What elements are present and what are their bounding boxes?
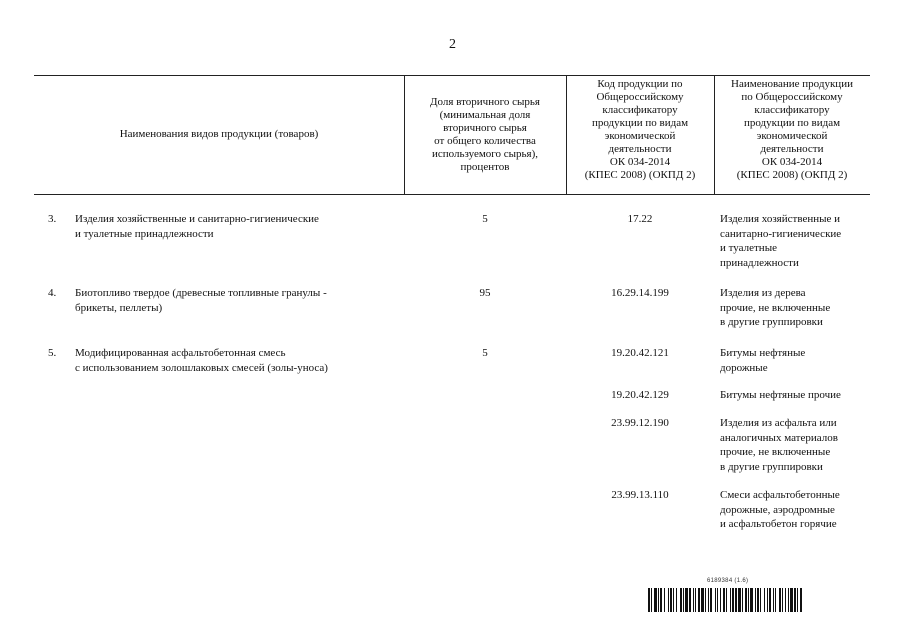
text-line: Модифицированная асфальтобетонная смесь bbox=[75, 347, 286, 359]
barcode-bar bbox=[664, 588, 665, 612]
header-line: классификатору bbox=[602, 104, 678, 116]
header-line: (минимальная доля bbox=[439, 109, 531, 121]
header-line: (КПЕС 2008) (ОКПД 2) bbox=[584, 169, 696, 181]
product-name bbox=[75, 212, 319, 241]
barcode-bar bbox=[745, 588, 747, 612]
barcode-bar bbox=[748, 588, 749, 612]
header-line: Наименования видов продукции (товаров) bbox=[119, 128, 319, 140]
recycled-share-value: 5 bbox=[482, 347, 488, 359]
barcode-bar bbox=[723, 588, 725, 612]
barcode-bar bbox=[767, 588, 768, 612]
barcode-bar bbox=[790, 588, 793, 612]
barcode-bar bbox=[732, 588, 734, 612]
recycled-share-value: 95 bbox=[479, 287, 491, 299]
barcode-bar bbox=[726, 588, 727, 612]
text-line: Смеси асфальтобетонные bbox=[720, 489, 840, 501]
okpd-name bbox=[720, 388, 841, 403]
text-line: и туалетные принадлежности bbox=[75, 227, 214, 240]
header-line: Доля вторичного сырья bbox=[430, 96, 540, 108]
okpd-name bbox=[720, 286, 830, 330]
barcode-bar bbox=[782, 588, 783, 612]
text-line: прочие, не включенные bbox=[720, 301, 831, 314]
barcode-image bbox=[648, 588, 872, 612]
text-line: принадлежности bbox=[720, 256, 799, 269]
barcode-bar bbox=[683, 588, 684, 612]
barcode-bar bbox=[738, 588, 741, 612]
okpd-name bbox=[720, 488, 840, 532]
header-line: Код продукции по bbox=[597, 78, 683, 90]
barcode-label: 6189384 (1.6) bbox=[707, 578, 749, 584]
barcode-bar bbox=[769, 588, 771, 612]
header-recycled-share bbox=[404, 96, 566, 174]
header-line: ОК 034-2014 bbox=[609, 156, 671, 168]
barcode-bar bbox=[698, 588, 700, 612]
text-line: Изделия хозяйственные и санитарно-гигиенические bbox=[75, 213, 319, 225]
barcode-bar bbox=[654, 588, 657, 612]
text-line: санитарно-гигиенические bbox=[720, 227, 842, 240]
text-line: и асфальтобетон горячие bbox=[720, 518, 837, 530]
barcode-bar bbox=[670, 588, 672, 612]
barcode-bar bbox=[742, 588, 743, 612]
barcode-bar bbox=[735, 588, 737, 612]
barcode-bar bbox=[760, 588, 761, 612]
recycled-share-value: 5 bbox=[482, 213, 488, 225]
okpd-name bbox=[720, 346, 805, 375]
text-line: Битумы нефтяные bbox=[720, 347, 806, 359]
header-okpd-code bbox=[566, 78, 714, 182]
barcode-bar bbox=[708, 588, 709, 612]
header-line: процентов bbox=[460, 161, 510, 173]
barcode-bar bbox=[797, 588, 798, 612]
barcode-bar bbox=[676, 588, 677, 612]
barcode-bar bbox=[775, 588, 776, 612]
barcode-bar bbox=[750, 588, 753, 612]
barcode-bar bbox=[648, 588, 650, 612]
barcode-bar bbox=[660, 588, 662, 612]
header-line: классификатору bbox=[754, 104, 830, 116]
text-line: Изделия хозяйственные и bbox=[720, 213, 841, 225]
barcode-bar bbox=[755, 588, 756, 612]
text-line: прочие, не включенные bbox=[720, 446, 831, 458]
header-line: деятельности bbox=[760, 143, 824, 155]
text-line: брикеты, пеллеты) bbox=[75, 301, 163, 314]
row-number: 5. bbox=[48, 347, 57, 359]
row-number: 3. bbox=[48, 213, 57, 225]
barcode-bar bbox=[680, 588, 682, 612]
header-line: экономической bbox=[756, 130, 828, 142]
barcode-bar bbox=[717, 588, 718, 612]
text-line: с использованием золошлаковых смесей (золы-уноса) bbox=[75, 361, 328, 374]
okpd-name bbox=[720, 416, 838, 474]
product-name bbox=[75, 346, 328, 375]
barcode-bar bbox=[701, 588, 704, 612]
barcode-bar bbox=[673, 588, 674, 612]
header-line: (КПЕС 2008) (ОКПД 2) bbox=[736, 169, 848, 181]
header-line: по Общероссийскому bbox=[741, 91, 843, 103]
header-line: Наименование продукции bbox=[731, 78, 853, 90]
text-line: Биотопливо твердое (древесные топливные гранулы - bbox=[75, 287, 327, 299]
text-line: дорожные, аэродромные bbox=[720, 503, 835, 516]
barcode-bar bbox=[757, 588, 759, 612]
text-line: Изделия из асфальта или bbox=[720, 417, 837, 429]
product-name bbox=[75, 286, 327, 315]
okpd-code: 17.22 bbox=[627, 213, 653, 225]
text-line: в другие группировки bbox=[720, 460, 823, 473]
barcode-bar bbox=[651, 588, 652, 612]
header-line: продукции по видам bbox=[591, 117, 689, 129]
barcode-bar bbox=[720, 588, 721, 612]
header-line: вторичного сырья bbox=[443, 122, 527, 134]
header-okpd-name bbox=[714, 78, 870, 182]
barcode-bar bbox=[710, 588, 712, 612]
text-line: в другие группировки bbox=[720, 316, 823, 328]
okpd-code: 19.20.42.121 bbox=[611, 347, 669, 359]
header-line: деятельности bbox=[608, 143, 672, 155]
barcode-bar bbox=[715, 588, 716, 612]
barcode-bar bbox=[779, 588, 781, 612]
text-line: Изделия из дерева bbox=[720, 287, 806, 299]
okpd-code: 16.29.14.199 bbox=[611, 287, 669, 299]
header-line: используемого сырья), bbox=[431, 148, 539, 160]
barcode-bar bbox=[800, 588, 802, 612]
barcode-bar bbox=[705, 588, 706, 612]
barcode-bar bbox=[689, 588, 691, 612]
header-line: от общего количества bbox=[434, 135, 536, 147]
header-line: экономической bbox=[604, 130, 676, 142]
barcode-bar bbox=[773, 588, 774, 612]
header-line: Общероссийскому bbox=[596, 91, 684, 103]
barcode-bar bbox=[668, 588, 669, 612]
barcode-bar bbox=[693, 588, 694, 612]
barcode-bar bbox=[788, 588, 789, 612]
text-line: Битумы нефтяные прочие bbox=[720, 389, 841, 401]
row-number: 4. bbox=[48, 287, 57, 299]
header-line: ОК 034-2014 bbox=[761, 156, 823, 168]
okpd-code: 19.20.42.129 bbox=[611, 389, 669, 401]
barcode-bar bbox=[785, 588, 786, 612]
barcode-bar bbox=[730, 588, 731, 612]
barcode-bar bbox=[695, 588, 696, 612]
barcode-bar bbox=[658, 588, 659, 612]
barcode-bar bbox=[764, 588, 765, 612]
header-line: продукции по видам bbox=[743, 117, 841, 129]
barcode-bar bbox=[794, 588, 796, 612]
okpd-code: 23.99.13.110 bbox=[611, 489, 669, 501]
barcode-bar bbox=[685, 588, 688, 612]
text-line: дорожные bbox=[720, 361, 768, 374]
page-number: 2 bbox=[449, 37, 456, 52]
okpd-code: 23.99.12.190 bbox=[611, 417, 669, 429]
header-product-name bbox=[34, 128, 404, 141]
okpd-name bbox=[720, 212, 841, 270]
text-line: аналогичных материалов bbox=[720, 431, 838, 444]
text-line: и туалетные bbox=[720, 242, 777, 254]
